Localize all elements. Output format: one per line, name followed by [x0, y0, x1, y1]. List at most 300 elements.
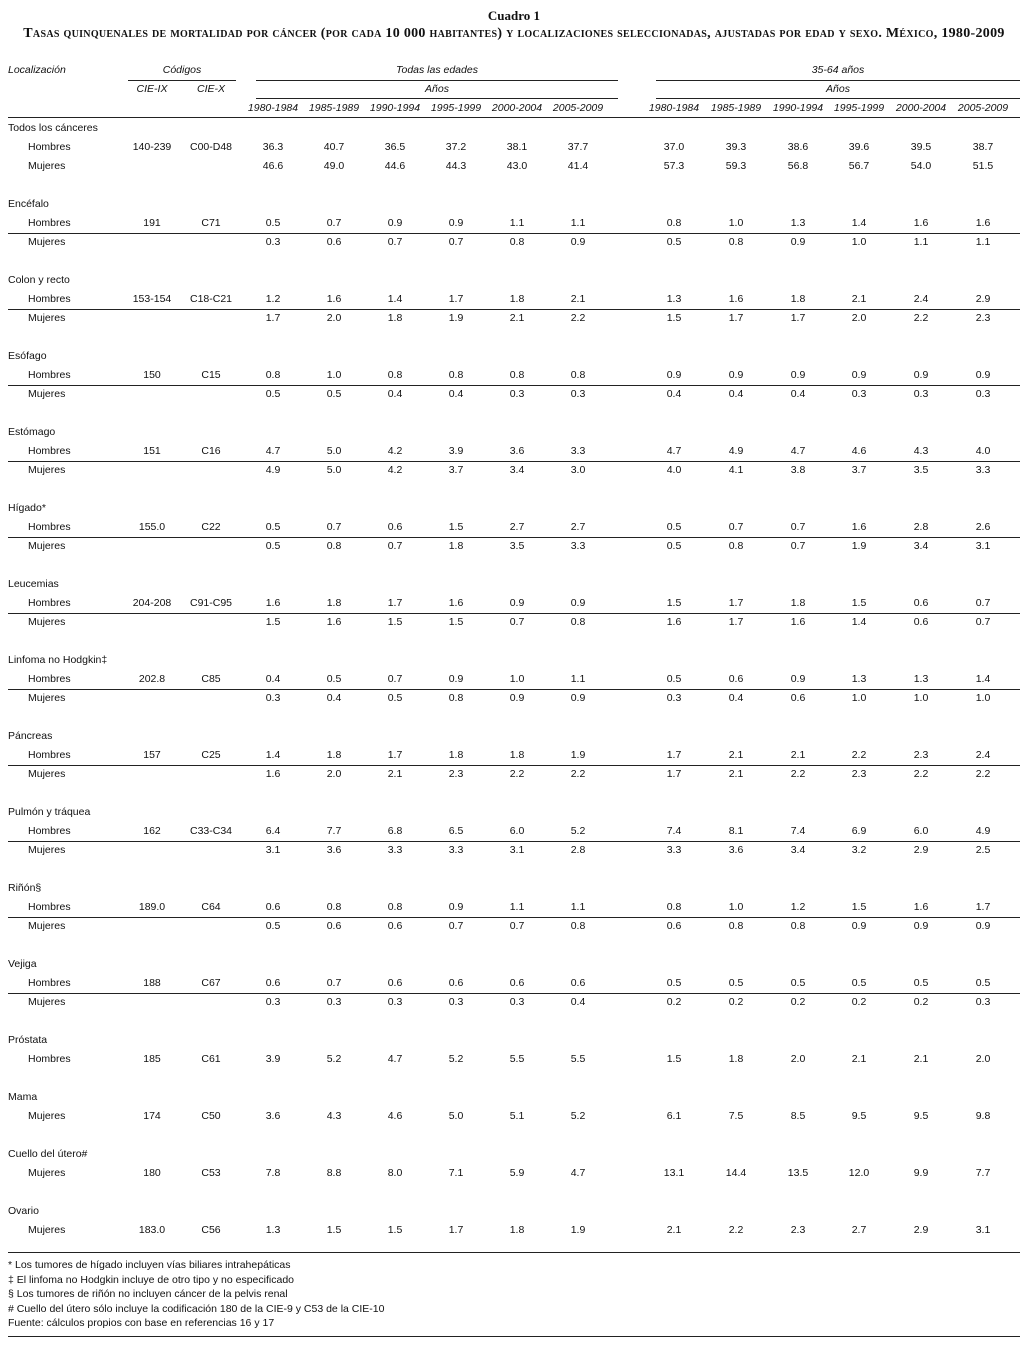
rate-35-64: 2.1 [913, 1053, 929, 1065]
sex-label: Mujeres [28, 236, 66, 248]
rate-35-64: 0.9 [913, 920, 929, 932]
rate-35-64: 0.9 [851, 369, 867, 381]
rate-all-ages: 4.3 [326, 1110, 342, 1122]
footnote-bottom-rule [8, 1336, 1020, 1337]
footnote: ‡ El linfoma no Hodgkin incluye de otro tipo y no especificado [8, 1273, 295, 1286]
rate-all-ages: 7.7 [326, 825, 342, 837]
rate-all-ages: 37.7 [567, 141, 589, 153]
rate-35-64: 8.1 [728, 825, 744, 837]
rate-35-64: 1.0 [851, 236, 867, 248]
rate-35-64: 3.1 [975, 1224, 991, 1236]
rate-35-64: 2.0 [975, 1053, 991, 1065]
rate-35-64: 0.2 [913, 996, 929, 1008]
sex-label: Mujeres [28, 1224, 66, 1236]
rate-all-ages: 1.5 [387, 1224, 403, 1236]
rate-35-64: 0.9 [790, 673, 806, 685]
header-localizacion: Localización [8, 64, 66, 76]
rate-all-ages: 6.0 [509, 825, 525, 837]
rate-35-64: 9.5 [913, 1110, 929, 1122]
rate-35-64: 1.7 [728, 616, 744, 628]
sex-label: Mujeres [28, 692, 66, 704]
rate-35-64: 0.5 [666, 977, 682, 989]
sex-label: Hombres [28, 445, 71, 457]
location-name: Estómago [8, 426, 56, 438]
sex-label: Mujeres [28, 768, 66, 780]
sex-label: Hombres [28, 597, 71, 609]
rate-all-ages: 0.8 [265, 369, 281, 381]
rate-all-ages: 0.9 [570, 597, 586, 609]
rate-35-64: 0.5 [851, 977, 867, 989]
rate-all-ages: 0.8 [448, 692, 464, 704]
rate-all-ages: 1.8 [326, 597, 342, 609]
rate-all-ages: 5.9 [509, 1167, 525, 1179]
group-separator-rule [8, 917, 1020, 918]
cie9-code: 174 [143, 1110, 161, 1122]
rate-35-64: 8.5 [790, 1110, 806, 1122]
rate-all-ages: 0.6 [448, 977, 464, 989]
rate-all-ages: 5.5 [509, 1053, 525, 1065]
rate-all-ages: 0.8 [509, 369, 525, 381]
rate-35-64: 0.8 [666, 901, 682, 913]
rate-35-64: 6.1 [666, 1110, 682, 1122]
rate-all-ages: 1.0 [326, 369, 342, 381]
rate-all-ages: 0.5 [326, 673, 342, 685]
sex-label: Hombres [28, 369, 71, 381]
rate-35-64: 2.2 [851, 749, 867, 761]
rate-35-64: 2.8 [913, 521, 929, 533]
rate-all-ages: 3.6 [509, 445, 525, 457]
rate-all-ages: 3.6 [265, 1110, 281, 1122]
rate-all-ages: 3.3 [448, 844, 464, 856]
rate-all-ages: 6.4 [265, 825, 281, 837]
period-header-35-64-3: 1995-1999 [833, 102, 885, 114]
rate-35-64: 0.5 [975, 977, 991, 989]
cie10-code: C25 [201, 749, 221, 761]
rate-all-ages: 1.5 [448, 521, 464, 533]
rate-35-64: 1.0 [913, 692, 929, 704]
rate-35-64: 1.8 [790, 597, 806, 609]
cie10-code: C53 [201, 1167, 221, 1179]
rate-all-ages: 0.8 [570, 616, 586, 628]
rate-all-ages: 0.8 [509, 236, 525, 248]
rate-35-64: 4.9 [975, 825, 991, 837]
rate-all-ages: 0.8 [387, 901, 403, 913]
rate-all-ages: 0.5 [265, 920, 281, 932]
rate-35-64: 1.2 [790, 901, 806, 913]
rate-all-ages: 3.3 [387, 844, 403, 856]
rate-all-ages: 1.1 [570, 217, 586, 229]
rate-35-64: 1.7 [666, 749, 682, 761]
rate-all-ages: 1.0 [509, 673, 525, 685]
rate-all-ages: 4.7 [570, 1167, 586, 1179]
rate-all-ages: 0.4 [448, 388, 464, 400]
rate-all-ages: 1.8 [387, 312, 403, 324]
rate-all-ages: 0.5 [265, 388, 281, 400]
cie9-code: 162 [143, 825, 161, 837]
rate-35-64: 56.7 [848, 160, 870, 172]
sex-label: Hombres [28, 749, 71, 761]
cie10-code: C67 [201, 977, 221, 989]
header-cie10: CIE-X [196, 83, 225, 95]
rate-35-64: 0.7 [728, 521, 744, 533]
rate-35-64: 59.3 [725, 160, 747, 172]
rate-all-ages: 3.5 [509, 540, 525, 552]
rate-35-64: 7.5 [728, 1110, 744, 1122]
rate-35-64: 2.0 [851, 312, 867, 324]
rate-35-64: 1.8 [728, 1053, 744, 1065]
rate-all-ages: 4.9 [265, 464, 281, 476]
group-separator-rule [8, 385, 1020, 386]
location-name: Colon y recto [8, 274, 70, 286]
rate-all-ages: 0.4 [265, 673, 281, 685]
rate-35-64: 4.1 [728, 464, 744, 476]
period-header-all-0: 1980-1984 [247, 102, 299, 114]
group-separator-rule [8, 993, 1020, 994]
rate-35-64: 0.7 [790, 540, 806, 552]
cie9-code: 202.8 [138, 673, 166, 685]
rate-35-64: 4.0 [666, 464, 682, 476]
rate-all-ages: 1.8 [326, 749, 342, 761]
group-separator-rule [8, 613, 1020, 614]
rate-all-ages: 0.7 [509, 920, 525, 932]
rate-all-ages: 4.2 [387, 445, 403, 457]
rate-35-64: 2.2 [913, 768, 929, 780]
rate-35-64: 3.3 [666, 844, 682, 856]
rate-35-64: 1.0 [728, 901, 744, 913]
period-header-35-64-0: 1980-1984 [648, 102, 700, 114]
rate-35-64: 0.3 [975, 996, 991, 1008]
period-header-all-5: 2005-2009 [552, 102, 604, 114]
rate-35-64: 1.7 [728, 597, 744, 609]
rate-all-ages: 1.7 [448, 1224, 464, 1236]
location-name: Mama [8, 1091, 38, 1103]
rate-all-ages: 49.0 [323, 160, 345, 172]
rate-35-64: 0.9 [851, 920, 867, 932]
rate-all-ages: 1.5 [448, 616, 464, 628]
rate-35-64: 1.1 [913, 236, 929, 248]
location-name: Linfoma no Hodgkin‡ [8, 654, 108, 666]
rate-35-64: 2.1 [851, 293, 867, 305]
rate-all-ages: 6.5 [448, 825, 464, 837]
rate-35-64: 0.5 [913, 977, 929, 989]
rate-all-ages: 3.4 [509, 464, 525, 476]
rate-35-64: 1.0 [975, 692, 991, 704]
rate-35-64: 0.4 [666, 388, 682, 400]
cie9-code: 188 [143, 977, 161, 989]
rate-all-ages: 1.5 [387, 616, 403, 628]
sex-label: Hombres [28, 141, 71, 153]
rate-all-ages: 1.6 [326, 616, 342, 628]
rate-all-ages: 0.6 [326, 920, 342, 932]
rate-35-64: 0.9 [666, 369, 682, 381]
rate-all-ages: 0.7 [326, 977, 342, 989]
rate-all-ages: 0.7 [387, 236, 403, 248]
rate-35-64: 2.6 [975, 521, 991, 533]
rate-all-ages: 44.3 [445, 160, 467, 172]
rate-all-ages: 3.9 [448, 445, 464, 457]
header-todas-las-edades: Todas las edades [396, 64, 478, 76]
rate-35-64: 0.7 [975, 597, 991, 609]
rate-35-64: 2.3 [975, 312, 991, 324]
sex-label: Hombres [28, 901, 71, 913]
rate-35-64: 0.8 [728, 540, 744, 552]
rate-35-64: 2.2 [913, 312, 929, 324]
rate-all-ages: 1.1 [509, 901, 525, 913]
rate-all-ages: 1.2 [265, 293, 281, 305]
rate-35-64: 2.5 [975, 844, 991, 856]
footnote: § Los tumores de riñón no incluyen cáncer de la pelvis renal [8, 1288, 288, 1300]
sex-label: Mujeres [28, 920, 66, 932]
rate-all-ages: 8.0 [387, 1167, 403, 1179]
period-header-35-64-1: 1985-1989 [710, 102, 762, 114]
location-name: Leucemias [8, 578, 59, 590]
cie10-code: C18-C21 [189, 293, 233, 305]
rate-35-64: 2.1 [851, 1053, 867, 1065]
rate-35-64: 7.7 [975, 1167, 991, 1179]
header-cie9: CIE-IX [136, 83, 168, 95]
period-header-all-4: 2000-2004 [491, 102, 543, 114]
location-name: Páncreas [8, 730, 53, 742]
rate-35-64: 1.3 [666, 293, 682, 305]
codigos-rule [128, 80, 236, 81]
rate-35-64: 54.0 [910, 160, 932, 172]
rate-all-ages: 5.0 [326, 464, 342, 476]
sex-label: Hombres [28, 673, 71, 685]
rate-all-ages: 1.5 [265, 616, 281, 628]
rate-35-64: 1.7 [666, 768, 682, 780]
cie9-code: 150 [143, 369, 161, 381]
footnotes [8, 1258, 384, 1331]
rate-35-64: 1.5 [666, 312, 682, 324]
rate-35-64: 2.1 [728, 749, 744, 761]
rate-35-64: 0.2 [666, 996, 682, 1008]
rate-35-64: 1.6 [790, 616, 806, 628]
rate-35-64: 0.3 [851, 388, 867, 400]
location-name: Riñón§ [8, 882, 42, 894]
rate-all-ages: 5.1 [509, 1110, 525, 1122]
rate-all-ages: 0.9 [387, 217, 403, 229]
rate-all-ages: 5.2 [326, 1053, 342, 1065]
rate-35-64: 7.4 [666, 825, 682, 837]
rate-all-ages: 0.3 [387, 996, 403, 1008]
rate-all-ages: 4.7 [387, 1053, 403, 1065]
rate-35-64: 56.8 [787, 160, 809, 172]
rate-35-64: 0.2 [851, 996, 867, 1008]
period-header-35-64-2: 1990-1994 [772, 102, 824, 114]
cie10-code: C16 [201, 445, 221, 457]
cie9-code: 155.0 [138, 521, 166, 533]
sex-label: Hombres [28, 825, 71, 837]
rate-35-64: 0.8 [666, 217, 682, 229]
rate-all-ages: 5.2 [448, 1053, 464, 1065]
rate-all-ages: 1.5 [326, 1224, 342, 1236]
rate-all-ages: 5.5 [570, 1053, 586, 1065]
sex-label: Mujeres [28, 616, 66, 628]
rate-all-ages: 0.8 [326, 901, 342, 913]
rate-35-64: 2.0 [790, 1053, 806, 1065]
rate-35-64: 2.1 [666, 1224, 682, 1236]
period-header-all-3: 1995-1999 [430, 102, 482, 114]
cie10-code: C61 [201, 1053, 221, 1065]
rate-all-ages: 44.6 [384, 160, 406, 172]
rate-35-64: 2.2 [790, 768, 806, 780]
rate-35-64: 3.1 [975, 540, 991, 552]
period-header-35-64-5: 2005-2009 [957, 102, 1009, 114]
rate-all-ages: 1.6 [326, 293, 342, 305]
rate-all-ages: 2.1 [570, 293, 586, 305]
location-name: Hígado* [8, 502, 46, 514]
rate-35-64: 0.9 [975, 369, 991, 381]
rate-35-64: 3.6 [728, 844, 744, 856]
rate-all-ages: 1.4 [265, 749, 281, 761]
source-note: Fuente: cálculos propios con base en referencias 16 y 17 [8, 1317, 275, 1329]
rate-all-ages: 2.2 [509, 768, 525, 780]
rate-all-ages: 0.8 [570, 369, 586, 381]
group-separator-rule [8, 765, 1020, 766]
rate-all-ages: 0.9 [448, 673, 464, 685]
rate-all-ages: 0.7 [387, 540, 403, 552]
sex-label: Mujeres [28, 160, 66, 172]
rate-35-64: 1.4 [975, 673, 991, 685]
rate-35-64: 13.1 [663, 1167, 685, 1179]
rate-all-ages: 8.8 [326, 1167, 342, 1179]
rate-all-ages: 0.7 [448, 236, 464, 248]
rate-35-64: 9.8 [975, 1110, 991, 1122]
rate-all-ages: 1.6 [448, 597, 464, 609]
cie9-code: 189.0 [138, 901, 166, 913]
rate-35-64: 0.2 [728, 996, 744, 1008]
rate-all-ages: 2.7 [509, 521, 525, 533]
rate-35-64: 1.0 [851, 692, 867, 704]
rate-35-64: 0.9 [913, 369, 929, 381]
rate-all-ages: 0.4 [570, 996, 586, 1008]
rate-all-ages: 37.2 [445, 141, 467, 153]
rate-all-ages: 1.6 [265, 597, 281, 609]
header-anos-todas: Años [425, 83, 449, 95]
footnote: # Cuello del útero sólo incluye la codificación 180 de la CIE-9 y C53 de la CIE-10 [8, 1302, 385, 1315]
rate-35-64: 1.3 [790, 217, 806, 229]
period-header-all-1: 1985-1989 [308, 102, 360, 114]
rate-35-64: 1.5 [851, 901, 867, 913]
rate-35-64: 7.4 [790, 825, 806, 837]
cie9-code: 204-208 [132, 597, 172, 609]
rate-all-ages: 1.8 [509, 749, 525, 761]
table-title: Tasas quinquenales de mortalidad por cáncer (por cada 10 000 habitantes) y localizaciones seleccionadas, ajustadas por edad y sexo. México, 1980-2009 [23, 26, 1005, 41]
rate-35-64: 1.6 [913, 217, 929, 229]
rate-all-ages: 2.8 [570, 844, 586, 856]
group-separator-rule [8, 689, 1020, 690]
rate-35-64: 1.4 [851, 217, 867, 229]
rate-35-64: 1.8 [790, 293, 806, 305]
rate-35-64: 3.4 [913, 540, 929, 552]
rate-all-ages: 1.8 [509, 1224, 525, 1236]
rate-all-ages: 0.9 [448, 217, 464, 229]
sex-label: Mujeres [28, 540, 66, 552]
rate-all-ages: 0.3 [265, 692, 281, 704]
rate-all-ages: 0.6 [326, 236, 342, 248]
sex-label: Mujeres [28, 844, 66, 856]
rate-35-64: 1.6 [913, 901, 929, 913]
table-bottom-rule [8, 1252, 1020, 1253]
rate-35-64: 1.7 [975, 901, 991, 913]
cie10-code: C64 [201, 901, 221, 913]
rate-all-ages: 4.2 [387, 464, 403, 476]
rate-all-ages: 0.6 [265, 901, 281, 913]
rate-35-64: 2.3 [913, 749, 929, 761]
rate-all-ages: 0.6 [265, 977, 281, 989]
rate-all-ages: 1.1 [570, 901, 586, 913]
rate-35-64: 3.4 [790, 844, 806, 856]
rate-all-ages: 36.5 [384, 141, 406, 153]
ages-rule-bottom [656, 98, 1020, 99]
rate-all-ages: 0.7 [326, 217, 342, 229]
rate-35-64: 2.7 [851, 1224, 867, 1236]
rate-35-64: 0.5 [666, 236, 682, 248]
rate-all-ages: 0.5 [387, 692, 403, 704]
location-name: Encéfalo [8, 198, 49, 210]
rate-35-64: 0.8 [728, 236, 744, 248]
rate-all-ages: 1.4 [387, 293, 403, 305]
rate-35-64: 0.4 [728, 692, 744, 704]
rate-35-64: 4.7 [790, 445, 806, 457]
cie10-code: C15 [201, 369, 221, 381]
group-separator-rule [8, 461, 1020, 462]
rate-35-64: 1.6 [851, 521, 867, 533]
sex-label: Hombres [28, 1053, 71, 1065]
rate-35-64: 1.0 [728, 217, 744, 229]
rate-35-64: 0.4 [728, 388, 744, 400]
cie10-code: C50 [201, 1110, 221, 1122]
rate-35-64: 2.2 [975, 768, 991, 780]
sex-label: Mujeres [28, 1110, 66, 1122]
rate-35-64: 0.7 [790, 521, 806, 533]
rate-all-ages: 1.8 [509, 293, 525, 305]
rate-all-ages: 0.3 [570, 388, 586, 400]
todas-rule-bottom [256, 98, 618, 99]
rate-all-ages: 0.3 [509, 388, 525, 400]
rate-all-ages: 0.3 [326, 996, 342, 1008]
rate-all-ages: 0.5 [326, 388, 342, 400]
rate-35-64: 1.7 [790, 312, 806, 324]
rate-35-64: 0.9 [728, 369, 744, 381]
rate-all-ages: 0.6 [387, 977, 403, 989]
rate-all-ages: 0.7 [326, 521, 342, 533]
rate-all-ages: 1.7 [387, 749, 403, 761]
rate-all-ages: 41.4 [567, 160, 589, 172]
rate-35-64: 0.5 [666, 521, 682, 533]
rate-all-ages: 0.9 [509, 597, 525, 609]
location-name: Ovario [8, 1205, 39, 1217]
rate-35-64: 0.6 [666, 920, 682, 932]
rate-35-64: 0.3 [975, 388, 991, 400]
rate-all-ages: 1.7 [265, 312, 281, 324]
rate-35-64: 6.0 [913, 825, 929, 837]
rate-35-64: 0.8 [790, 920, 806, 932]
rate-all-ages: 0.3 [265, 996, 281, 1008]
rate-35-64: 4.9 [728, 445, 744, 457]
rate-35-64: 1.5 [851, 597, 867, 609]
location-name: Todos los cánceres [8, 122, 98, 134]
cie10-code: C33-C34 [189, 825, 233, 837]
rate-all-ages: 5.2 [570, 825, 586, 837]
table-number: Cuadro 1 [487, 8, 541, 23]
rate-35-64: 1.1 [975, 236, 991, 248]
rate-35-64: 0.6 [728, 673, 744, 685]
rate-all-ages: 1.8 [448, 749, 464, 761]
rate-all-ages: 1.9 [570, 749, 586, 761]
rate-all-ages: 5.0 [326, 445, 342, 457]
rate-35-64: 57.3 [663, 160, 685, 172]
